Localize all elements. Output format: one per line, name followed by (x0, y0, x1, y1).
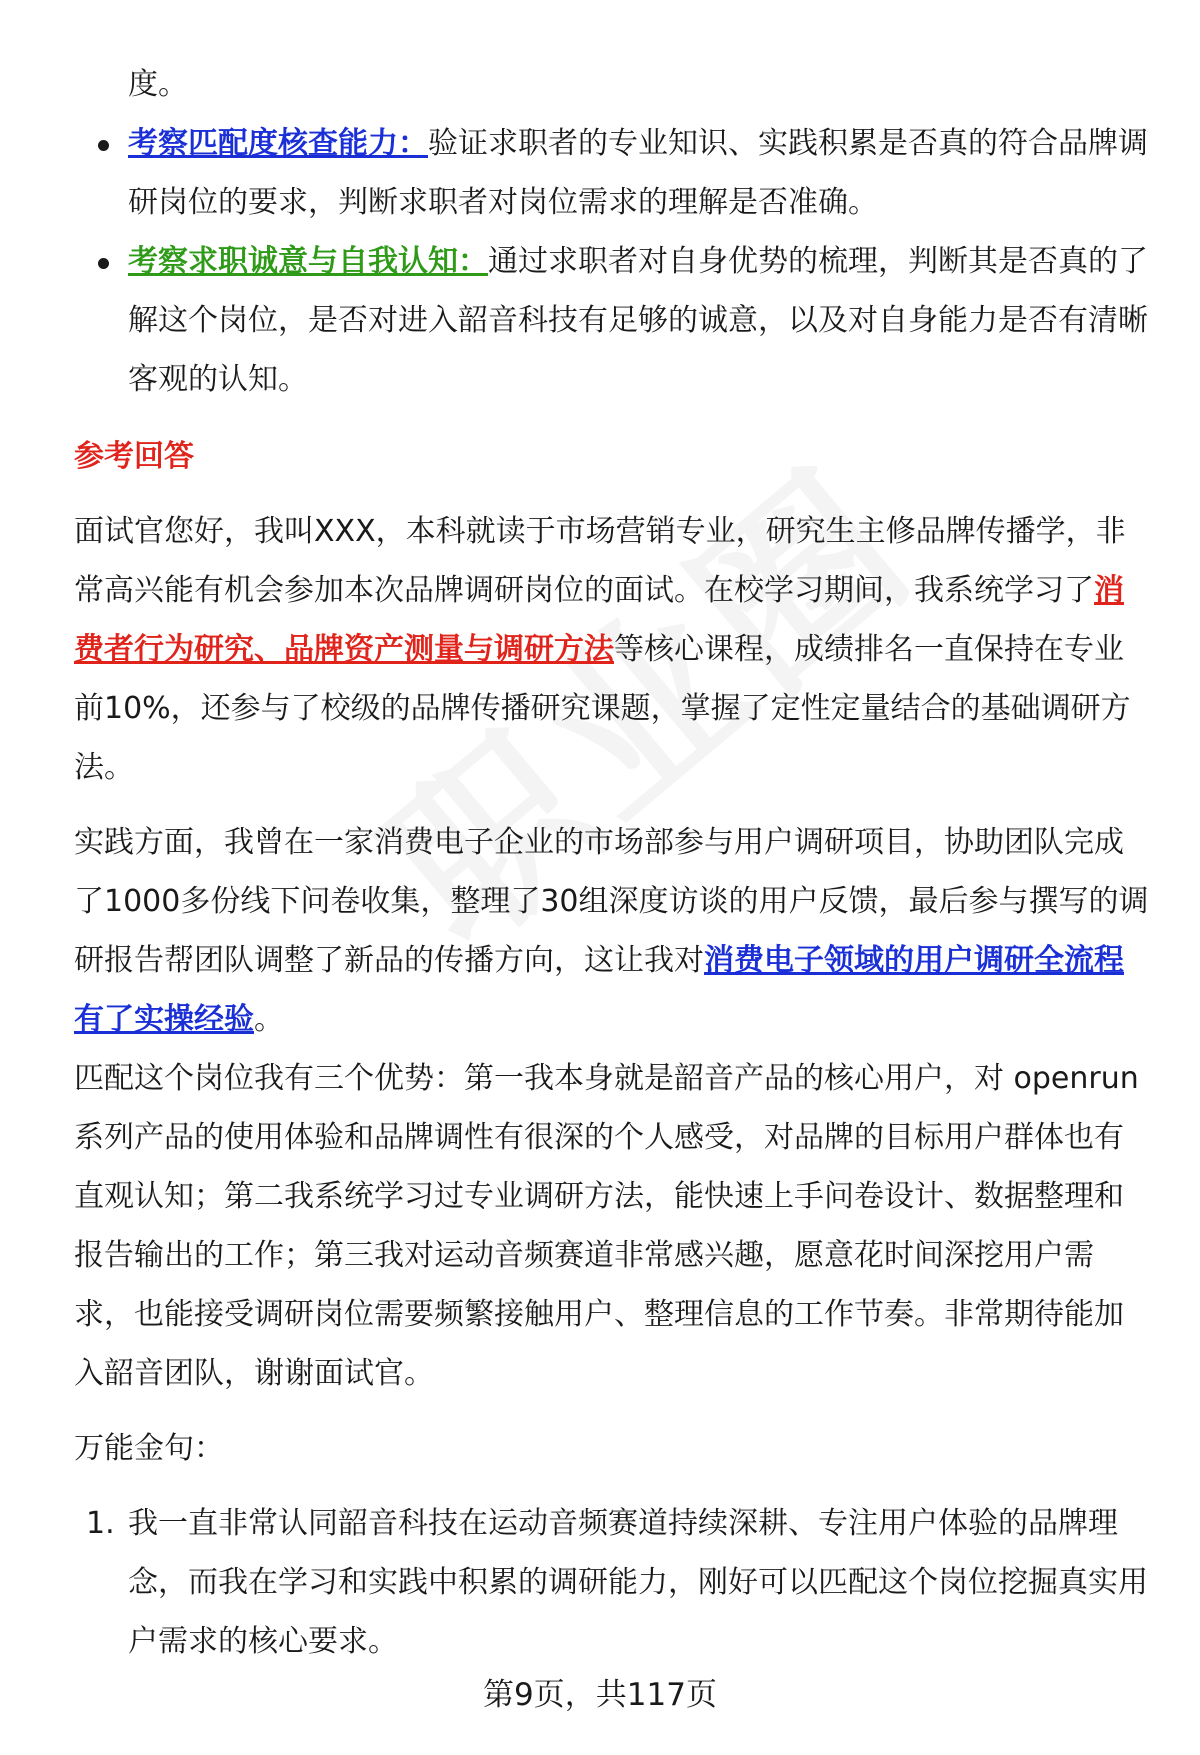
paragraph-text: 。 (254, 1002, 284, 1037)
paragraph-text: 面试官您好，我叫XXX，本科就读于市场营销专业，研究生主修品牌传播学，非常高兴能有机会参加本次品牌调研岗位的面试。在校学习期间，我系统学习了 (74, 514, 1126, 608)
continued-text: 度。 (128, 67, 188, 102)
golden-sentence-item (74, 1494, 1149, 1671)
highlight-experience: 消费电子领域的用户调研全流程有了实操经验 (74, 943, 1124, 1037)
section-title: 参考回答 (74, 439, 194, 474)
answer-paragraph-3: 匹配这个岗位我有三个优势：第一我本身就是韶音产品的核心用户，对 openrun 系列产品的使用体验和品牌调性有很深的个人感受，对品牌的目标用户群体也有直观认知；第二我系统学习过专业调研方法，能快速上手问卷设计、数据整理和报告输出的工作；第三我对运动音频赛道非常感兴趣，愿意花时间深挖用户需求，也能接受调研岗位需要频繁接触用户、整理信息的工作节奏。非常期待能加入韶音团队，谢谢面试官。 (74, 1061, 1139, 1391)
paragraph-text: 实践方面，我曾在一家消费电子企业的市场部参与用户调研项目，协助团队完成了1000多份线下问卷收集，整理了30组深度访谈的用户反馈，最后参与撰写的调研报告帮团队调整了新品的传播方向，这让我对 (74, 825, 1149, 978)
bullet-text: 通过求职者对自身优势的梳理，判断其是否真的了解这个岗位，是否对进入韶音科技有足够的诚意，以及对自身能力是否有清晰客观的认知。 (128, 244, 1148, 397)
bullet-list (74, 114, 1149, 409)
highlight-courses: 消费者行为研究、品牌资产测量与调研方法 (74, 573, 1124, 667)
bullet-label: 考察求职诚意与自我认知： (128, 244, 488, 279)
answer-paragraph-1 (74, 502, 1149, 797)
golden-sentence-list (74, 1494, 1149, 1671)
bullet-item-sincerity (74, 232, 1149, 409)
golden-sentence-label: 万能金句： (74, 1431, 224, 1466)
paragraph-text: 等核心课程，成绩排名一直保持在专业前10%，还参与了校级的品牌传播研究课题，掌握了定性定量结合的基础调研方法。 (74, 632, 1131, 785)
bullet-label: 考察匹配度核查能力： (128, 126, 428, 161)
answer-paragraph-2 (74, 813, 1149, 1049)
list-number: 1. (86, 1506, 115, 1541)
page-footer: 第9页，共117页 (483, 1677, 717, 1713)
bullet-item-matching (74, 114, 1149, 232)
document-content (74, 55, 1149, 1671)
bullet-text: 验证求职者的专业知识、实践积累是否真的符合品牌调研岗位的要求，判断求职者对岗位需求的理解是否准确。 (128, 126, 1148, 220)
golden-sentence-text: 我一直非常认同韶音科技在运动音频赛道持续深耕、专注用户体验的品牌理念，而我在学习和实践中积累的调研能力，刚好可以匹配这个岗位挖掘真实用户需求的核心要求。 (128, 1506, 1148, 1659)
